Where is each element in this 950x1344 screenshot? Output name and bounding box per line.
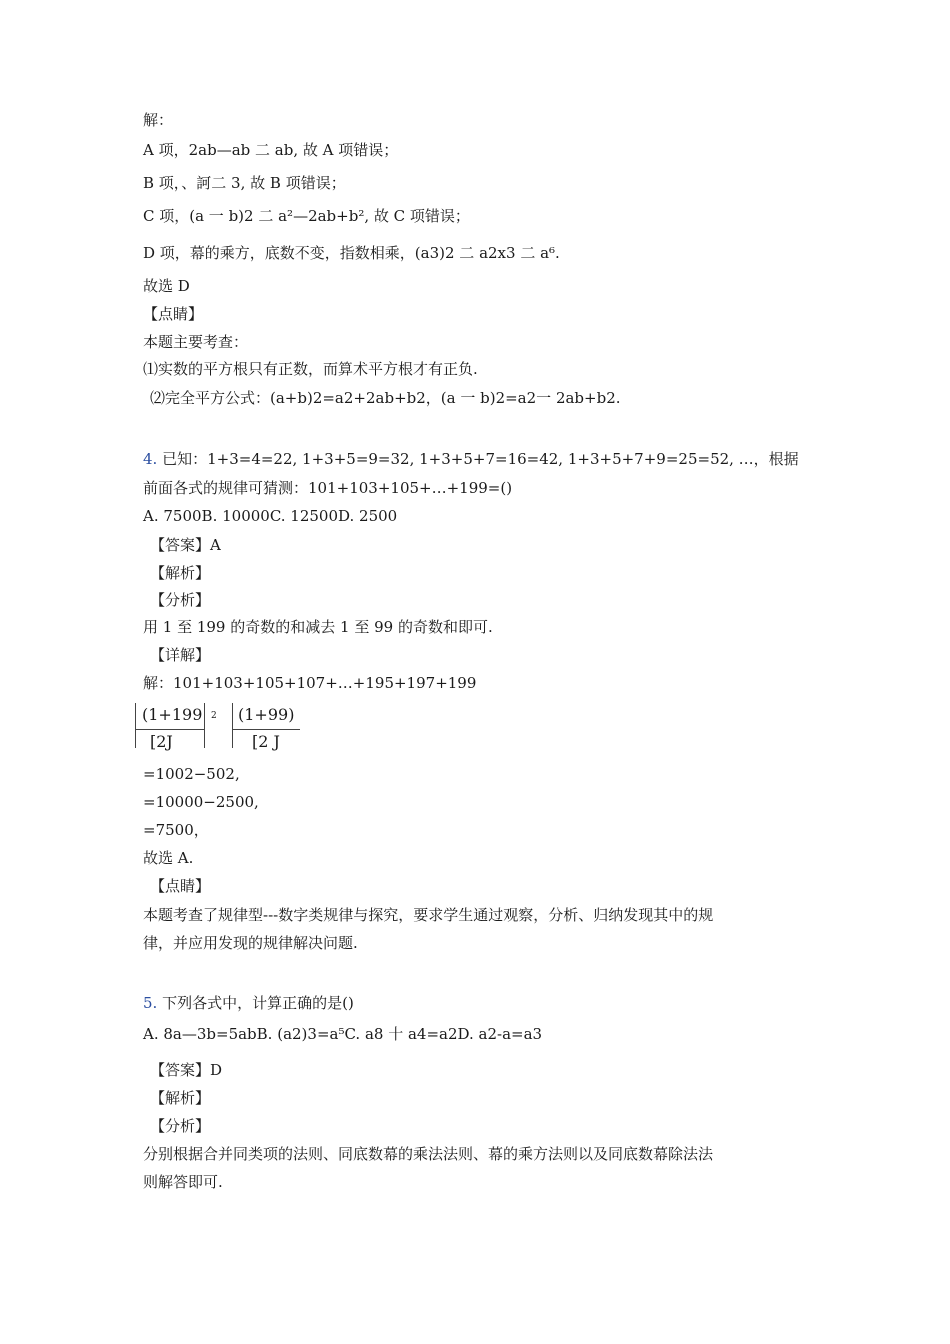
question-text: 下列各式中，计算正确的是() — [162, 994, 354, 1012]
analysis-line-2: 则解答即可. — [143, 1173, 223, 1191]
answer-options: A. 8a—3b=5abB. (a2)3=a⁵C. a8 十 a4=a2D. a2-a=a3 — [143, 1025, 543, 1043]
answer-options: A. 7500B. 10000C. 12500D. 2500 — [143, 507, 398, 525]
option-a-explanation: A 项，2ab—ab 二 ab, 故 A 项错误； — [143, 141, 399, 159]
analysis-text: 用 1 至 199 的奇数的和减去 1 至 99 的奇数和即可. — [143, 618, 493, 636]
jiexi-heading: 【解析】 — [150, 564, 211, 582]
dianjing-heading: 【点睛】 — [143, 305, 204, 323]
question-number: 4. — [143, 450, 158, 468]
question-5 — [143, 993, 354, 1013]
xiangjie-heading: 【详解】 — [150, 646, 211, 664]
fraction-1-top: (1+199 — [142, 705, 203, 724]
jiexi-heading: 【解析】 — [150, 1089, 211, 1107]
comment-line-2: 律，并应用发现的规律解决问题. — [143, 934, 358, 952]
option-d-explanation: D 项，幕的乘方，底数不变，指数相乘，(a3)2 二 a2x3 二 a⁶. — [143, 244, 560, 262]
question-text: 已知：1+3=4=22, 1+3+5=9=32, 1+3+5+7=16=42, 1+3+5+7+9=25=52, …，根据 — [162, 450, 799, 468]
fenxi-heading: 【分析】 — [150, 591, 211, 609]
exponent: 2 — [211, 711, 217, 721]
step-3: =7500， — [143, 821, 209, 839]
solution-label: 解： — [143, 111, 174, 129]
fraction-2-bottom: [2 J — [252, 732, 280, 751]
question-number: 5. — [143, 994, 158, 1012]
answer-line: 【答案】A — [150, 536, 221, 554]
fenxi-heading: 【分析】 — [150, 1117, 211, 1135]
fraction-2-top: (1+99) — [238, 705, 295, 724]
option-c-explanation: C 项，(a 一 b)2 二 a²—2ab+b², 故 C 项错误； — [143, 207, 470, 225]
analysis-line-1: 分别根据合并同类项的法则、同底数幕的乘法法则、幕的乘方法则以及同底数幕除法法 — [143, 1145, 714, 1163]
fraction-1-bottom: [2J — [150, 732, 173, 751]
solution-start: 解：101+103+105+107+…+195+197+199 — [143, 674, 477, 692]
step-2: =10000−2500, — [143, 793, 259, 811]
answer-line: 【答案】D — [150, 1061, 223, 1079]
comment-line-1: 本题考查了规律型---数字类规律与探究，要求学生通过观察，分析、归纳发现其中的规 — [143, 906, 714, 924]
choice-line: 故选 A. — [143, 849, 194, 867]
choice-line: 故选 D — [143, 277, 190, 295]
question-text-continued: 前面各式的规律可猜测：101+103+105+…+199=() — [143, 479, 513, 497]
option-b-explanation: B 项，、訶二 3, 故 B 项错误； — [143, 174, 346, 192]
review-intro: 本题主要考查： — [143, 333, 249, 351]
dianjing-heading: 【点睛】 — [150, 877, 211, 895]
review-point-2: ⑵完全平方公式：(a+b)2=a2+2ab+b2，(a 一 b)2=a2一 2ab+b2. — [150, 389, 621, 407]
step-1: =1002−502, — [143, 765, 240, 783]
review-point-1: ⑴实数的平方根只有正数，而算术平方根才有正负. — [143, 360, 478, 378]
question-4 — [143, 449, 799, 469]
